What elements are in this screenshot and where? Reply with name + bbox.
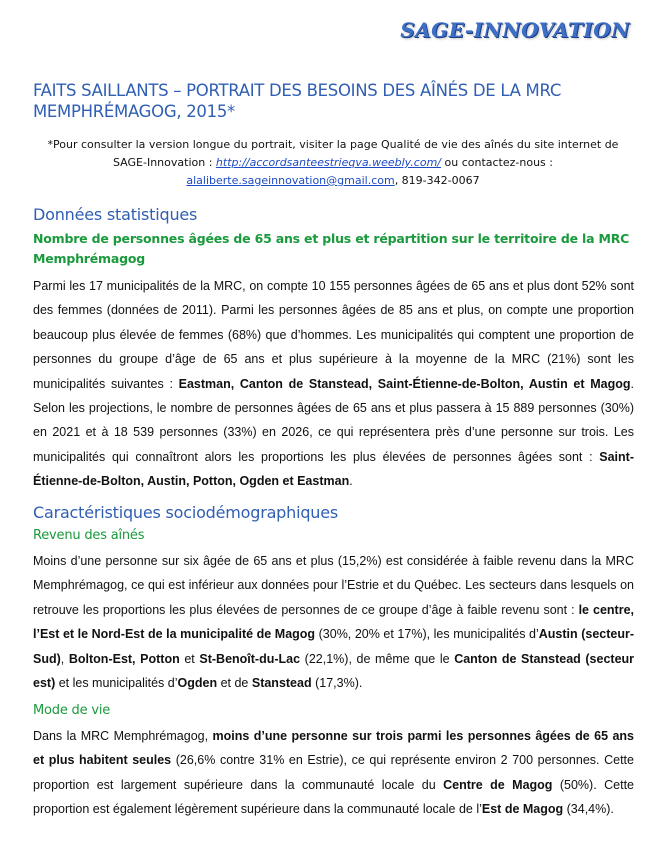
note-line-1: *Pour consulter la version longue du portrait, visiter la page Qualité de vie des aînés du site internet de: [47, 138, 619, 151]
text-run: Parmi les 17 municipalités de la MRC, on compte 10 155 personnes âgées de 65 ans et plus dont 52% sont des femmes (données de 2011). Parmi les personnes âgées de 85 ans et plus, on compte une proportion beaucoup plus élevée de femmes (68%) que d’hommes. Les municipalités qui comptent une proportion de personnes du groupe d’âge de 65 ans et plus supérieure à la moyenne de la MRC (21%) sont les municipalités suivantes :: [33, 279, 634, 391]
bold-run: Austin (secteur-Sud): [33, 627, 634, 666]
text-run: et: [179, 651, 200, 666]
website-link[interactable]: http://accordsanteestrieqva.weebly.com/: [215, 156, 442, 169]
text-run: (17,3%).: [311, 676, 363, 691]
text-run: . Selon les projections, le nombre de personnes âgées de 65 ans et plus passera à 15 889 personnes (30%) en 2021 et à 18 539 personnes (33%) en 2026, ce qui représentera près d’une personne sur trois. Les municipalités qui connaîtront alors les proportions les plus élevées de personnes âgées sont :: [33, 376, 634, 464]
bold-run: Centre de Magog: [443, 777, 553, 792]
bold-run: Est de Magog: [481, 802, 564, 817]
sage-innovation-logo: SAGE-INNOVATION: [400, 18, 630, 42]
page-title: FAITS SAILLANTS – PORTRAIT DES BESOINS DES AÎNÉS DE LA MRC MEMPHRÉMAGOG, 2015*: [33, 81, 562, 121]
email-link[interactable]: alaliberte.sageinnovation@gmail.com: [186, 174, 395, 187]
bold-run: St-Benoît-du-Lac: [199, 651, 301, 666]
text-run: Moins d’une personne sur six âgée de 65 ans et plus (15,2%) est considérée à faible revenu dans la MRC Memphrémagog, ce qui est inférieur aux données pour l’Estrie et du Québec. Les secteurs dans lesquels on retrouve les proportions les plus élevées de personnes de ce groupe d’âge à faible revenu sont :: [33, 554, 634, 617]
paragraph-lifestyle: [33, 724, 634, 822]
phone-number: , 819-342-0067: [394, 174, 480, 187]
text-run: .: [349, 474, 353, 489]
bold-run: Canton de Stanstead (secteur est): [33, 651, 635, 691]
note-line-2-suffix: ou contactez-nous :: [441, 156, 553, 169]
subheading-income: Revenu des aînés: [33, 528, 145, 543]
text-run: (26,6% contre 31% en Estrie), ce qui représente environ 2 700 personnes. Cette proportion est largement supérieure dans la communauté locale du: [33, 753, 634, 792]
bold-run: moins d’une personne sur trois parmi les personnes âgées de 65 ans et plus habitent seules: [33, 729, 635, 768]
text-run: Dans la MRC Memphrémagog,: [33, 729, 213, 743]
subheading-lifestyle: Mode de vie: [33, 703, 111, 718]
text-run: (50%). Cette proportion est également légèrement supérieure dans la communauté locale de l’: [33, 777, 634, 817]
bold-run: Eastman, Canton de Stanstead, Saint-Étienne-de-Bolton, Austin et Magog: [178, 376, 631, 391]
text-run: et de: [217, 676, 252, 691]
section-heading-statistics: Données statistiques: [33, 205, 198, 224]
section-heading-sociodemographic: Caractéristiques sociodémographiques: [33, 503, 339, 522]
text-run: (22,1%), de même que le: [300, 651, 455, 666]
text-run: ,: [60, 651, 69, 666]
bold-run: Saint-Étienne-de-Bolton, Austin, Potton, Ogden et Eastman: [33, 449, 634, 489]
bold-run: Bolton-Est, Potton: [68, 651, 180, 666]
bold-run: Stanstead: [251, 676, 312, 691]
paragraph-population: [33, 274, 634, 494]
note-line-2-prefix: SAGE-Innovation :: [113, 156, 216, 169]
bold-run: Ogden: [177, 676, 218, 691]
consultation-note: [33, 136, 633, 190]
subheading-population: Nombre de personnes âgées de 65 ans et plus et répartition sur le territoire de la MRC Memphrémagog: [33, 231, 630, 266]
text-run: (30%, 20% et 17%), les municipalités d’: [315, 627, 539, 642]
paragraph-income: [33, 549, 634, 695]
text-run: (34,4%).: [563, 802, 614, 817]
bold-run: le centre, l’Est et le Nord-Est de la municipalité de Magog: [33, 602, 635, 642]
text-run: et les municipalités d’: [55, 676, 178, 691]
